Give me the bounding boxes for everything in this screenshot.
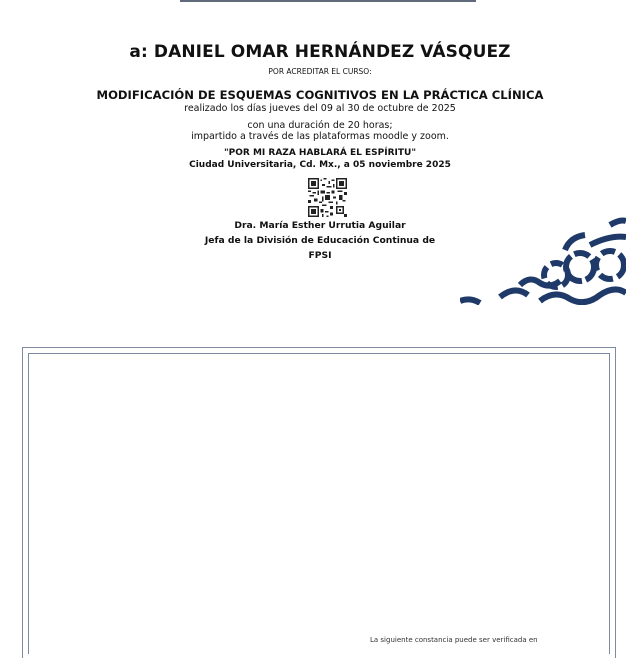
qr-code-icon (308, 178, 347, 217)
recipient-name: a: DANIEL OMAR HERNÁNDEZ VÁSQUEZ (129, 42, 511, 62)
course-dates: realizado los días jueves del 09 al 30 de octubre de 2025 (184, 103, 456, 114)
top-border-bar (180, 0, 476, 2)
signer-name: Dra. María Esther Urrutia Aguilar (234, 220, 406, 231)
verification-text: La siguiente constancia puede ser verificada en (370, 636, 538, 644)
second-page-frame-inner (28, 353, 610, 654)
decorative-pattern-icon (460, 215, 626, 305)
signer-title: Jefa de la División de Educación Continua de (204, 235, 436, 246)
course-platform: impartido a través de las plataformas moodle y zoom. (191, 131, 449, 142)
course-title: MODIFICACIÓN DE ESQUEMAS COGNITIVOS EN LA PRÁCTICA CLÍNICA (96, 88, 544, 102)
university-motto: "POR MI RAZA HABLARÁ EL ESPÍRITU" (223, 148, 417, 158)
signer-department: FPSI (308, 250, 332, 261)
course-duration: con una duración de 20 horas; (247, 120, 393, 131)
accreditation-label: POR ACREDITAR EL CURSO: (268, 67, 372, 76)
place-and-date: Ciudad Universitaria, Cd. Mx., a 05 noviembre 2025 (189, 160, 451, 170)
